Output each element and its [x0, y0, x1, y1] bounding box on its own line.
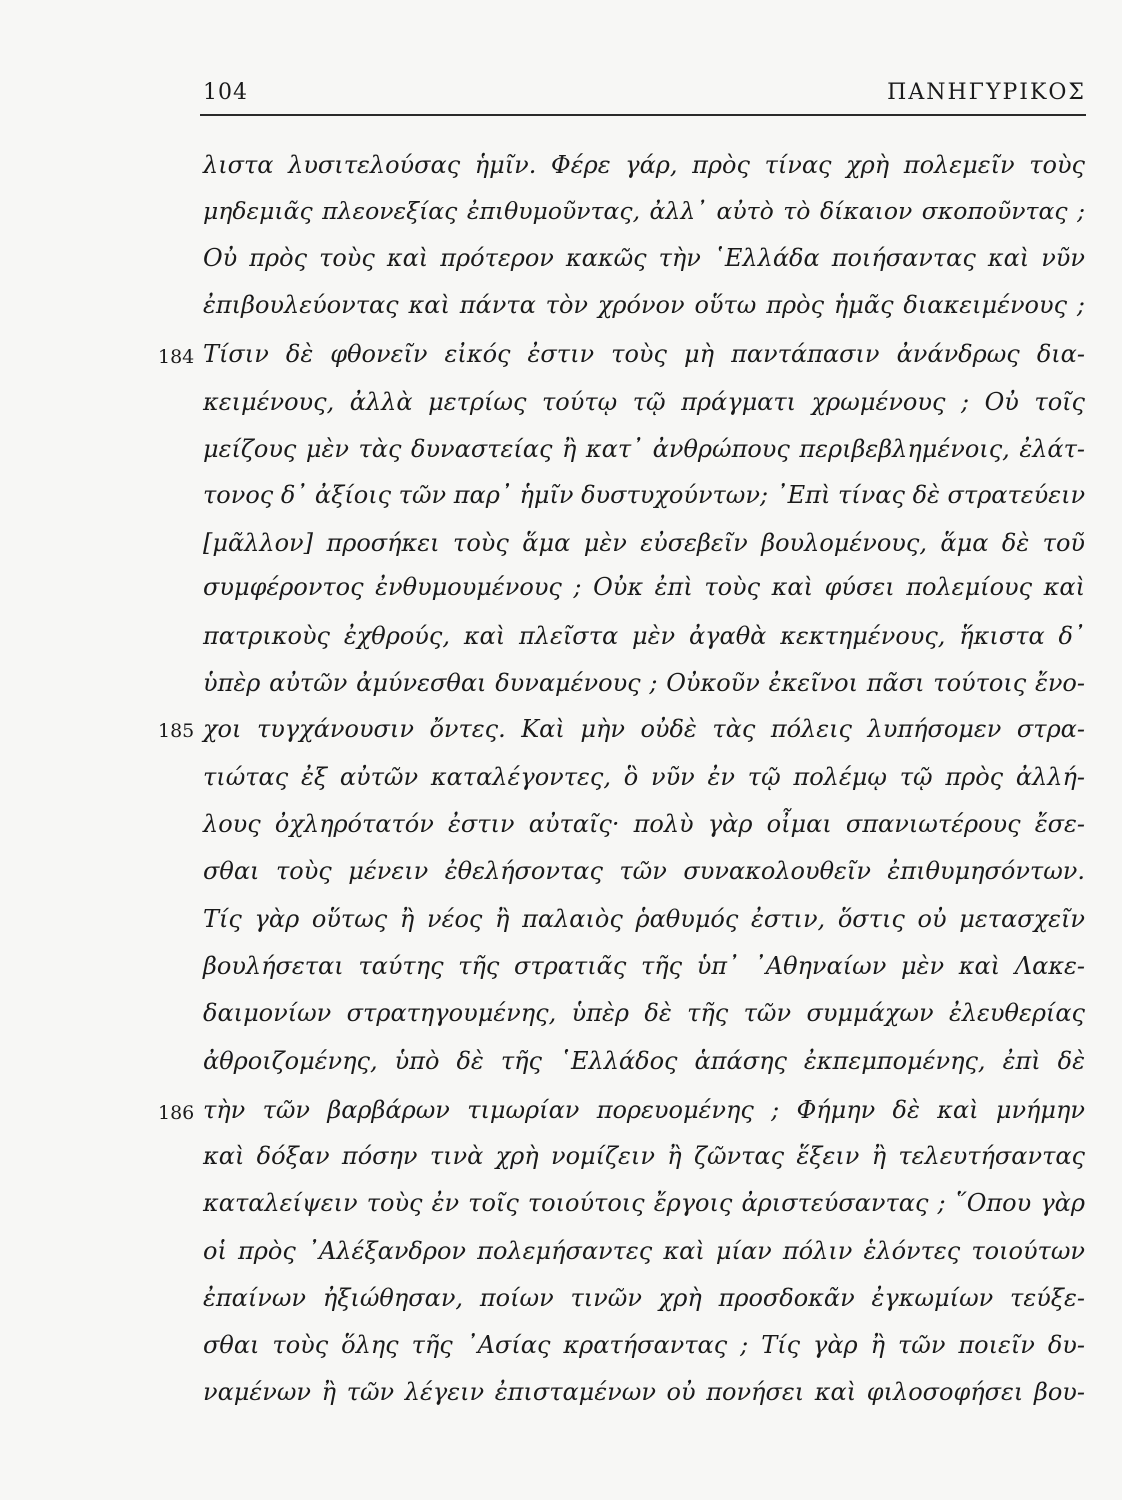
- text-line: κειμένους, ἀλλὰ μετρίως τούτῳ τῷ πράγματι χρωμένους ; Οὐ τοῖς: [203, 388, 1085, 416]
- text-line: χοι τυγχάνουσιν ὄντες. Καὶ μὴν οὐδὲ τὰς πόλεις λυπήσομεν στρα-: [203, 715, 1085, 743]
- running-head: [200, 80, 1086, 112]
- header-rule: [200, 114, 1086, 116]
- text-line: ἀθροιζομένης, ὑπὸ δὲ τῆς ῾Ελλάδος ἁπάσης ἐκπεμπομένης, ἐπὶ δὲ: [203, 1047, 1085, 1075]
- text-line: λιστα λυσιτελούσας ἡμῖν. Φέρε γάρ, πρὸς τίνας χρὴ πολεμεῖν τοὺς: [203, 151, 1085, 179]
- text-line: ἐπαίνων ἠξιώθησαν, ποίων τινῶν χρὴ προσδοκᾶν ἐγκωμίων τεύξε-: [203, 1284, 1085, 1312]
- text-line: βουλήσεται ταύτης τῆς στρατιᾶς τῆς ὑπ᾽ ᾽Αθηναίων μὲν καὶ Λακε-: [203, 952, 1085, 980]
- page-number: 104: [203, 80, 248, 105]
- running-title: ΠΑΝΗΓΥΡΙΚΟΣ: [887, 80, 1086, 105]
- text-line: σθαι τοὺς ὅλης τῆς ᾽Ασίας κρατήσαντας ; Τίς γὰρ ἢ τῶν ποιεῖν δυ-: [203, 1331, 1085, 1359]
- text-line: μείζους μὲν τὰς δυναστείας ἢ κατ᾽ ἀνθρώπους περιβεβλημένοις, ἐλάτ-: [203, 435, 1085, 463]
- text-line: τονος δ᾽ ἀξίοις τῶν παρ᾽ ἡμῖν δυστυχούντων; ᾽Επὶ τίνας δὲ στρατεύειν: [203, 481, 1086, 509]
- text-line: συμφέροντος ἐνθυμουμένους ; Οὐκ ἐπὶ τοὺς καὶ φύσει πολεμίους καὶ: [203, 573, 1085, 601]
- text-line: σθαι τοὺς μένειν ἐθελήσοντας τῶν συνακολουθεῖν ἐπιθυμησόντων.: [203, 857, 1085, 885]
- text-line: καὶ δόξαν πόσην τινὰ χρὴ νομίζειν ἢ ζῶντας ἕξειν ἢ τελευτήσαντας: [203, 1142, 1085, 1170]
- text-line: καταλείψειν τοὺς ἐν τοῖς τοιούτοις ἔργοις ἀριστεύσαντας ; ῞Οπου γὰρ: [203, 1189, 1085, 1217]
- section-number-184: 184: [158, 346, 195, 368]
- text-line: δαιμονίων στρατηγουμένης, ὑπὲρ δὲ τῆς τῶν συμμάχων ἐλευθερίας: [203, 999, 1085, 1027]
- text-line: ναμένων ἢ τῶν λέγειν ἐπισταμένων οὐ πονήσει καὶ φιλοσοφήσει βου-: [203, 1378, 1085, 1406]
- text-line: Τίς γὰρ οὕτως ἢ νέος ἢ παλαιὸς ῥαθυμός ἐστιν, ὅστις οὐ μετασχεῖν: [203, 905, 1085, 933]
- section-number-185: 185: [158, 720, 195, 742]
- text-line: [μᾶλλον] προσήκει τοὺς ἅμα μὲν εὐσεβεῖν βουλομένους, ἅμα δὲ τοῦ: [203, 529, 1085, 557]
- text-line: Τίσιν δὲ φθονεῖν εἰκός ἐστιν τοὺς μὴ παντάπασιν ἀνάνδρως δια-: [203, 340, 1085, 368]
- section-number-186: 186: [158, 1102, 195, 1124]
- text-line: πατρικοὺς ἐχθρούς, καὶ πλεῖστα μὲν ἀγαθὰ κεκτημένους, ἥκιστα δ᾽: [203, 622, 1085, 650]
- text-line: ὑπὲρ αὐτῶν ἀμύνεσθαι δυναμένους ; Οὐκοῦν ἐκεῖνοι πᾶσι τούτοις ἔνο-: [203, 669, 1085, 697]
- text-line: μηδεμιᾶς πλεονεξίας ἐπιθυμοῦντας, ἀλλ᾽ αὐτὸ τὸ δίκαιον σκοποῦντας ;: [203, 197, 1085, 225]
- text-line: Οὐ πρὸς τοὺς καὶ πρότερον κακῶς τὴν ῾Ελλάδα ποιήσαντας καὶ νῦν: [203, 244, 1085, 272]
- text-line: οἱ πρὸς ᾽Αλέξανδρον πολεμήσαντες καὶ μίαν πόλιν ἑλόντες τοιούτων: [203, 1237, 1085, 1265]
- text-line: τιώτας ἐξ αὐτῶν καταλέγοντες, ὃ νῦν ἐν τῷ πολέμῳ τῷ πρὸς ἀλλή-: [203, 763, 1085, 791]
- text-line: λους ὀχληρότατόν ἐστιν αὐταῖς· πολὺ γὰρ οἶμαι σπανιωτέρους ἔσε-: [203, 810, 1085, 838]
- text-line: τὴν τῶν βαρβάρων τιμωρίαν πορευομένης ; Φήμην δὲ καὶ μνήμην: [203, 1096, 1085, 1124]
- text-line: ἐπιβουλεύοντας καὶ πάντα τὸν χρόνον οὕτω πρὸς ἡμᾶς διακειμένους ;: [203, 291, 1085, 319]
